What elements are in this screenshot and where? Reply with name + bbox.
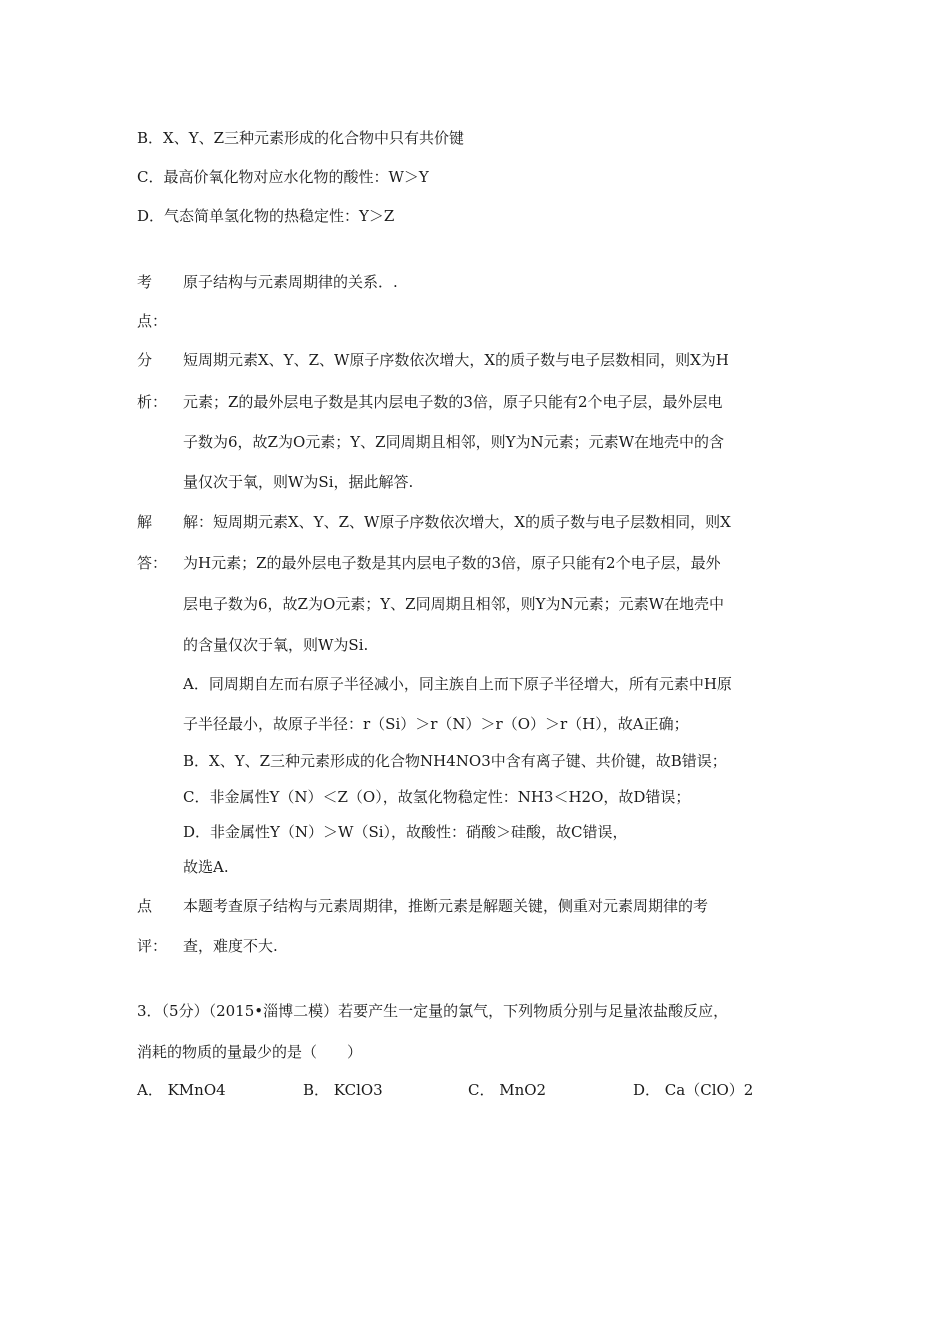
question-3-option-d: D． Ca（ClO）2 bbox=[633, 1081, 754, 1099]
jieda-line: A．同周期自左而右原子半径减小，同主族自上而下原子半径增大，所有元素中H原 bbox=[183, 675, 732, 693]
jieda-label-2: 答： bbox=[137, 554, 168, 572]
kaodian-text: 原子结构与元素周期律的关系．. bbox=[183, 273, 398, 291]
jieda-line: C．非金属性Y（N）＜Z（O），故氢化物稳定性：NH3＜H2O，故D错误； bbox=[183, 788, 691, 806]
dianping-label-2: 评： bbox=[137, 937, 168, 955]
jieda-line: 故选A. bbox=[183, 858, 229, 876]
question-3-stem-cont: 消耗的物质的量最少的是（ ） bbox=[137, 1043, 363, 1061]
option-b-text: B．X、Y、Z三种元素形成的化合物中只有共价键 bbox=[137, 129, 465, 147]
jieda-line: 为H元素；Z的最外层电子数是其内层电子数的3倍，原子只能有2个电子层，最外 bbox=[183, 554, 721, 572]
option-d-text: D．气态简单氢化物的热稳定性：Y＞Z bbox=[137, 207, 395, 225]
jieda-line: B．X、Y、Z三种元素形成的化合物NH4NO3中含有离子键、共价键，故B错误； bbox=[183, 752, 727, 770]
option-c-text: C．最高价氧化物对应水化物的酸性：W＞Y bbox=[137, 168, 429, 186]
question-3-option-c: C． MnO2 bbox=[468, 1081, 547, 1099]
kaodian-label-2: 点： bbox=[137, 312, 168, 330]
dianping-label-1: 点 bbox=[137, 897, 153, 915]
fenxi-label-2: 析： bbox=[137, 393, 168, 411]
jieda-line: 层电子数为6，故Z为O元素；Y、Z同周期且相邻，则Y为N元素；元素W在地壳中 bbox=[183, 595, 725, 613]
question-3-option-b: B． KClO3 bbox=[303, 1081, 383, 1099]
jieda-label-1: 解 bbox=[137, 513, 153, 531]
fenxi-line: 子数为6，故Z为O元素；Y、Z同周期且相邻，则Y为N元素；元素W在地壳中的含 bbox=[183, 433, 725, 451]
question-3-option-a: A． KMnO4 bbox=[137, 1081, 226, 1099]
fenxi-line: 量仅次于氧，则W为Si，据此解答. bbox=[183, 473, 414, 491]
dianping-line: 查，难度不大. bbox=[183, 937, 278, 955]
fenxi-line: 短周期元素X、Y、Z、W原子序数依次增大，X的质子数与电子层数相同，则X为H bbox=[183, 351, 729, 369]
jieda-line: 子半径最小，故原子半径：r（Si）＞r（N）＞r（O）＞r（H），故A正确； bbox=[183, 715, 689, 733]
fenxi-line: 元素；Z的最外层电子数是其内层电子数的3倍，原子只能有2个电子层，最外层电 bbox=[183, 393, 723, 411]
jieda-line: D．非金属性Y（N）＞W（Si），故酸性：硝酸＞硅酸，故C错误， bbox=[183, 823, 628, 841]
jieda-line: 解：短周期元素X、Y、Z、W原子序数依次增大，X的质子数与电子层数相同，则X bbox=[183, 513, 731, 531]
question-3-stem: 3．（5分）（2015•淄博二模）若要产生一定量的氯气，下列物质分别与足量浓盐酸反应， bbox=[137, 1002, 729, 1020]
fenxi-label-1: 分 bbox=[137, 351, 153, 369]
jieda-line: 的含量仅次于氧，则W为Si. bbox=[183, 636, 369, 654]
dianping-line: 本题考查原子结构与元素周期律，推断元素是解题关键，侧重对元素周期律的考 bbox=[183, 897, 709, 915]
kaodian-label-1: 考 bbox=[137, 273, 153, 291]
